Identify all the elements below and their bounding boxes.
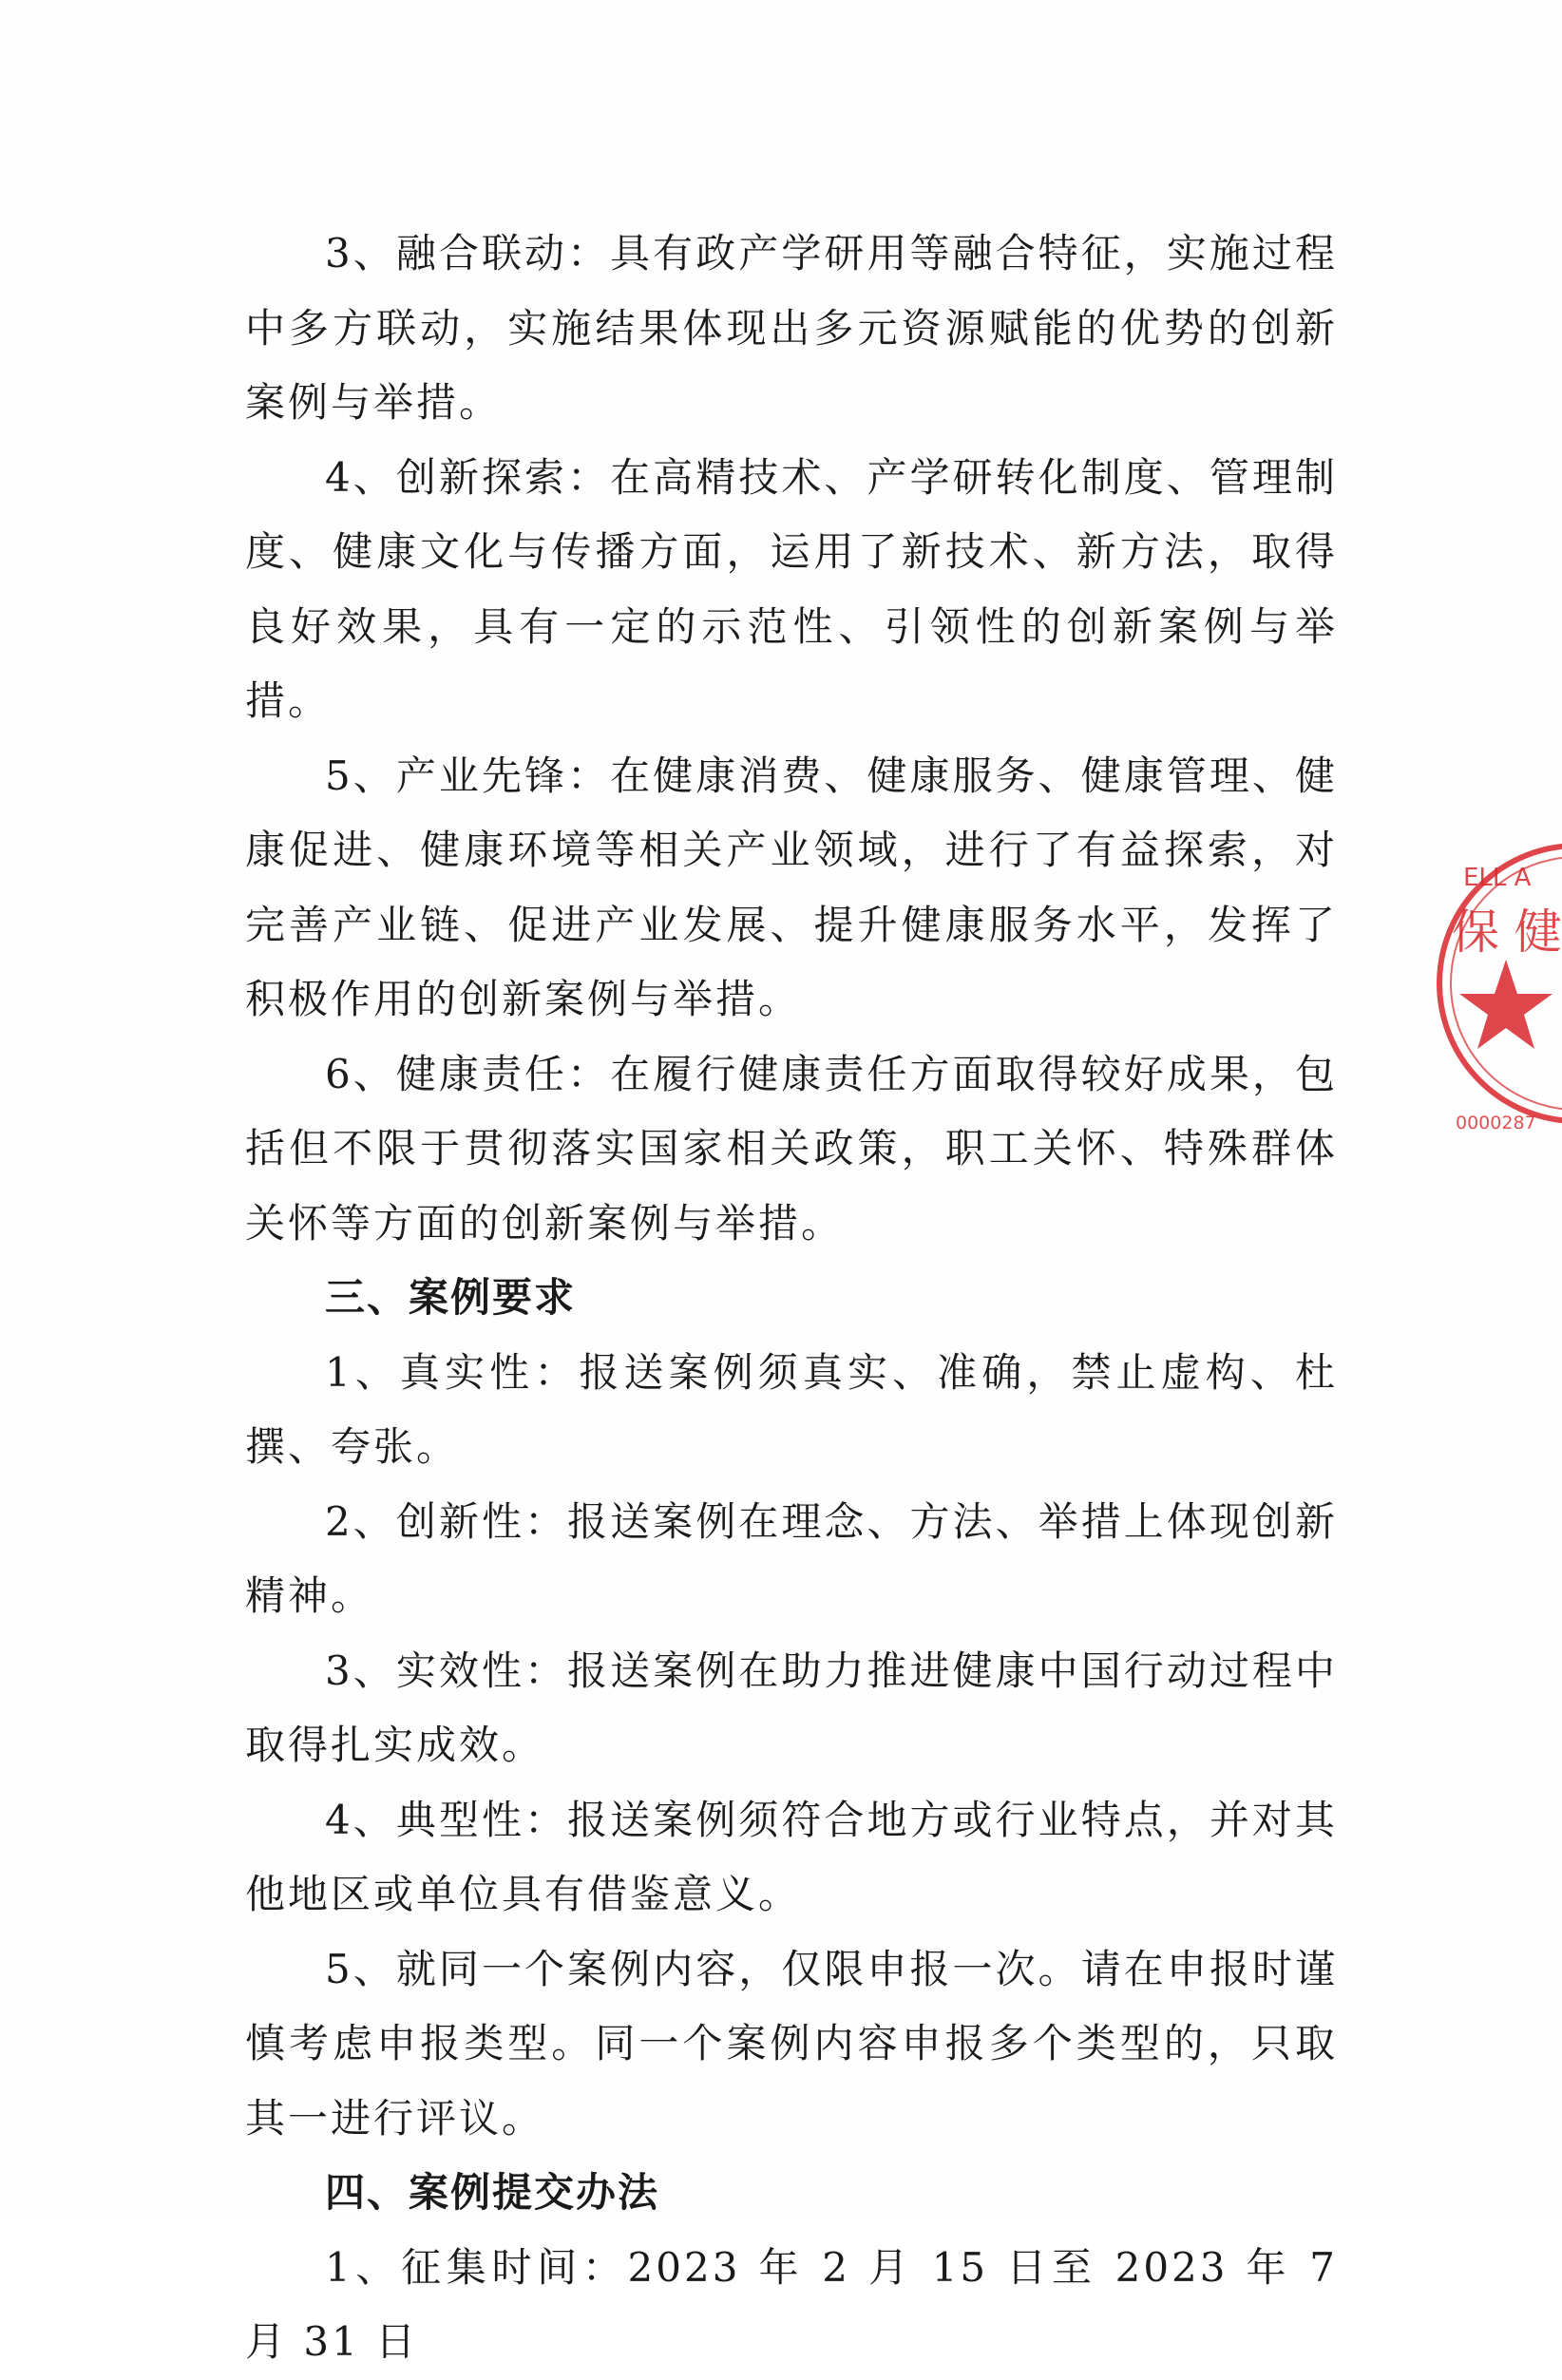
seal-icon: [1435, 827, 1562, 1150]
seal-middle-text: 保 健: [1452, 904, 1562, 960]
requirement-item-typicality: 4、典型性：报送案例须符合地方或行业特点，并对其他地区或单位具有借鉴意义。: [245, 1796, 1338, 1917]
document-body: [245, 217, 1338, 2380]
paragraph-6-responsibility: 6、健康责任：在履行健康责任方面取得较好成果，包括但不限于贯彻落实国家相关政策，职工关怀、特殊群体关怀等方面的创新案例与举措。: [245, 1050, 1338, 1247]
seal-top-text: ELL A: [1463, 864, 1532, 892]
submission-item-collection-time: 1、征集时间：2023 年 2 月 15 日至 2023 年 7 月 31 日: [245, 2243, 1338, 2365]
requirement-item-effectiveness: 3、实效性：报送案例在助力推进健康中国行动过程中取得扎实成效。: [245, 1647, 1338, 1768]
requirement-item-authenticity: 1、真实性：报送案例须真实、准确，禁止虚构、杜撰、夸张。: [245, 1348, 1338, 1470]
paragraph-3-integration: 3、融合联动：具有政产学研用等融合特征，实施过程中多方联动，实施结果体现出多元资源赋能的优势的创新案例与举措。: [245, 230, 1338, 426]
seal-serial-text: 0000287: [1456, 1113, 1536, 1133]
paragraph-5-industry: 5、产业先锋：在健康消费、健康服务、健康管理、健康促进、健康环境等相关产业领域，进行了有益探索，对完善产业链、促进产业发展、提升健康服务水平，发挥了积极作用的创新案例与举措。: [245, 752, 1338, 1022]
seal-star-icon: [1459, 960, 1552, 1049]
official-seal-stamp: [1435, 827, 1562, 1150]
paragraph-4-innovation: 4、创新探索：在高精技术、产学研转化制度、管理制度、健康文化与传播方面，运用了新技术、新方法，取得良好效果，具有一定的示范性、引领性的创新案例与举措。: [245, 453, 1338, 724]
requirement-item-single-submission: 5、就同一个案例内容，仅限申报一次。请在申报时谨慎考虑申报类型。同一个案例内容申报多个类型的，只取其一进行评议。: [245, 1945, 1338, 2142]
section-3-heading: 三、案例要求: [325, 1274, 577, 1321]
requirement-item-innovation: 2、创新性：报送案例在理念、方法、举措上体现创新精神。: [245, 1497, 1338, 1619]
section-4-heading: 四、案例提交办法: [325, 2169, 660, 2216]
